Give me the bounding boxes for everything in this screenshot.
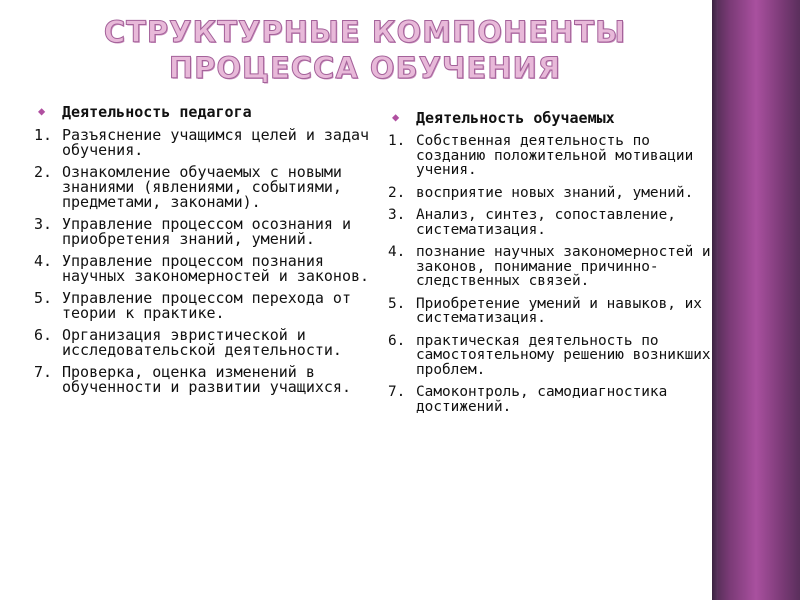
list-item bbox=[34, 254, 379, 284]
list-item bbox=[388, 334, 713, 378]
item-number: 6. bbox=[388, 332, 406, 349]
item-number: 3. bbox=[34, 215, 53, 233]
item-text: Разъяснение учащимся целей и задач обучения. bbox=[62, 126, 370, 159]
teacher-activity-list bbox=[34, 128, 379, 395]
list-item bbox=[388, 134, 713, 178]
bullet-icon: ◆ bbox=[392, 110, 400, 124]
item-number: 6. bbox=[34, 326, 53, 344]
item-text: Управление процессом познания научных закономерностей и законов. bbox=[62, 252, 370, 285]
teacher-activity-column bbox=[34, 104, 379, 402]
item-text: Собственная деятельность по созданию положительной мотивации учения. bbox=[416, 133, 694, 178]
list-item bbox=[34, 328, 379, 358]
list-item bbox=[34, 128, 379, 158]
slide-title: СТРУКТУРНЫЕ КОМПОНЕНТЫ ПРОЦЕССА ОБУЧЕНИЯ bbox=[103, 15, 627, 85]
list-item bbox=[388, 385, 713, 414]
item-number: 7. bbox=[34, 363, 53, 381]
item-number: 3. bbox=[388, 207, 406, 223]
teacher-activity-heading-text: Деятельность педагога bbox=[62, 103, 252, 121]
decorative-side-bar bbox=[712, 0, 800, 600]
list-item bbox=[388, 186, 713, 201]
item-number: 2. bbox=[388, 184, 406, 201]
item-text: познание научных закономерностей и законов, понимание причинно-следственных связей. bbox=[416, 244, 711, 289]
item-number: 1. bbox=[34, 126, 53, 144]
item-text: Организация эвристической и исследовательской деятельности. bbox=[62, 326, 342, 359]
list-item bbox=[34, 217, 379, 247]
item-text: практическая деятельность по самостоятельному решению возникших проблем. bbox=[416, 332, 711, 378]
list-item bbox=[388, 245, 713, 289]
learner-activity-column bbox=[388, 110, 713, 422]
list-item bbox=[34, 165, 379, 210]
item-text: Ознакомление обучаемых с новыми знаниями (явлениями, событиями, предметами, законами). bbox=[62, 163, 342, 211]
item-number: 1. bbox=[388, 133, 406, 149]
list-item bbox=[34, 291, 379, 321]
teacher-activity-heading bbox=[34, 104, 379, 120]
item-text: Приобретение умений и навыков, их систематизация. bbox=[416, 295, 702, 326]
list-item bbox=[34, 365, 379, 395]
item-number: 2. bbox=[34, 163, 53, 181]
bullet-icon: ◆ bbox=[38, 104, 46, 118]
list-item bbox=[388, 208, 713, 237]
item-number: 4. bbox=[388, 244, 406, 260]
item-text: Анализ, синтез, сопоставление, систематизация. bbox=[416, 207, 676, 238]
list-item bbox=[388, 297, 713, 326]
item-number: 7. bbox=[388, 384, 406, 400]
item-number: 4. bbox=[34, 252, 53, 270]
item-text: Самоконтроль, самодиагностика достижений. bbox=[416, 384, 668, 415]
learner-activity-list bbox=[388, 134, 713, 414]
learner-activity-heading bbox=[388, 110, 713, 126]
item-number: 5. bbox=[388, 295, 406, 312]
item-text: Проверка, оценка изменений в обученности и развитии учащихся. bbox=[62, 363, 351, 396]
item-text: Управление процессом осознания и приобретения знаний, умений. bbox=[62, 215, 351, 248]
item-text: Управление процессом перехода от теории к практике. bbox=[62, 289, 351, 322]
learner-activity-heading-text: Деятельность обучаемых bbox=[416, 109, 615, 127]
item-number: 5. bbox=[34, 289, 53, 307]
item-text: восприятие новых знаний, умений. bbox=[416, 184, 694, 201]
